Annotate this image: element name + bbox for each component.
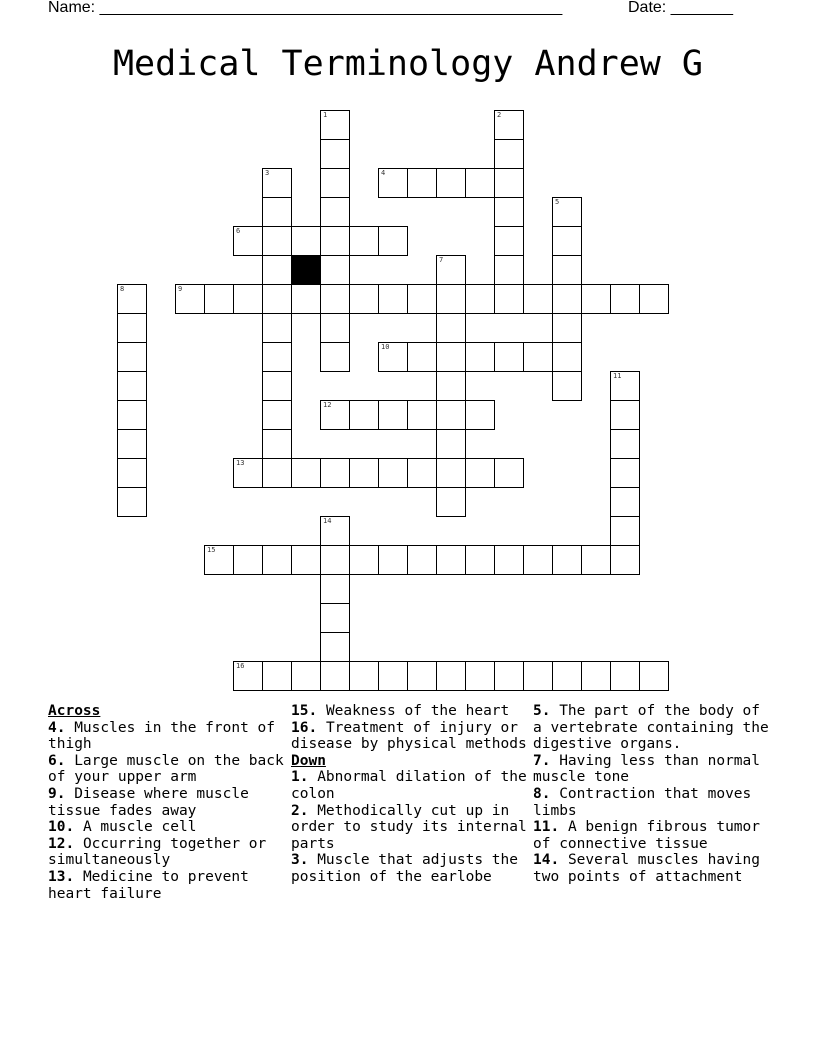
grid-cell[interactable] bbox=[262, 342, 292, 372]
cell-number: 2 bbox=[497, 111, 502, 119]
grid-cell[interactable] bbox=[436, 429, 466, 459]
cell-number: 1 bbox=[323, 111, 328, 119]
grid-cell[interactable] bbox=[639, 284, 669, 314]
grid-cell[interactable] bbox=[175, 284, 205, 314]
clue-text: Medicine to prevent heart failure bbox=[48, 868, 249, 902]
grid-cell[interactable] bbox=[494, 458, 524, 488]
grid-cell[interactable] bbox=[378, 168, 408, 198]
cell-number: 11 bbox=[613, 372, 622, 380]
grid-cell[interactable] bbox=[552, 313, 582, 343]
grid-cell[interactable] bbox=[378, 661, 408, 691]
grid-cell[interactable] bbox=[610, 371, 640, 401]
clue-across-6 bbox=[48, 753, 284, 786]
grid-cell[interactable] bbox=[610, 545, 640, 575]
grid-cell[interactable] bbox=[494, 661, 524, 691]
clue-number: 13. bbox=[48, 868, 75, 885]
clue-text: Occurring together or simultaneously bbox=[48, 835, 267, 869]
grid-cell[interactable] bbox=[436, 371, 466, 401]
grid-cell[interactable] bbox=[320, 197, 350, 227]
clues-column-1 bbox=[48, 703, 284, 902]
cell-number: 13 bbox=[236, 459, 245, 467]
grid-cell[interactable] bbox=[407, 284, 437, 314]
clue-down-2 bbox=[291, 803, 527, 853]
clue-number: 12. bbox=[48, 835, 75, 852]
clue-text: The part of the body of a vertebrate containing the digestive organs. bbox=[533, 703, 769, 753]
grid-cell[interactable] bbox=[233, 545, 263, 575]
name-field-label: Name: ____________________________________________________ bbox=[48, 0, 563, 16]
grid-cell[interactable] bbox=[117, 313, 147, 343]
grid-cell[interactable] bbox=[639, 661, 669, 691]
grid-cell[interactable] bbox=[262, 168, 292, 198]
clue-down-3 bbox=[291, 852, 527, 885]
cell-number: 7 bbox=[439, 256, 444, 264]
grid-cell[interactable] bbox=[465, 458, 495, 488]
grid-cell[interactable] bbox=[465, 545, 495, 575]
grid-cell[interactable] bbox=[407, 400, 437, 430]
across-heading: Across bbox=[48, 703, 101, 719]
grid-cell[interactable] bbox=[117, 458, 147, 488]
grid-cell[interactable] bbox=[320, 661, 350, 691]
grid-cell[interactable] bbox=[291, 458, 321, 488]
grid-cell[interactable] bbox=[320, 110, 350, 140]
clue-text: Having less than normal muscle tone bbox=[533, 752, 760, 786]
grid-cell[interactable] bbox=[378, 284, 408, 314]
grid-cell[interactable] bbox=[552, 255, 582, 285]
grid-cell[interactable] bbox=[262, 400, 292, 430]
clue-text: Large muscle on the back of your upper arm bbox=[48, 752, 284, 786]
clue-number: 2. bbox=[291, 802, 309, 819]
grid-cell[interactable] bbox=[349, 661, 379, 691]
grid-cell[interactable] bbox=[378, 545, 408, 575]
grid-cell[interactable] bbox=[378, 226, 408, 256]
grid-cell[interactable] bbox=[494, 110, 524, 140]
clue-across-12 bbox=[48, 836, 284, 869]
grid-cell[interactable] bbox=[407, 168, 437, 198]
grid-cell[interactable] bbox=[552, 226, 582, 256]
grid-cell[interactable] bbox=[291, 284, 321, 314]
grid-cell[interactable] bbox=[320, 313, 350, 343]
clue-text: Contraction that moves limbs bbox=[533, 785, 752, 819]
grid-cell[interactable] bbox=[407, 458, 437, 488]
grid-cell[interactable] bbox=[494, 342, 524, 372]
grid-cell[interactable] bbox=[552, 342, 582, 372]
grid-cell[interactable] bbox=[610, 661, 640, 691]
grid-cell[interactable] bbox=[378, 400, 408, 430]
grid-cell[interactable] bbox=[494, 139, 524, 169]
grid-cell[interactable] bbox=[581, 661, 611, 691]
grid-cell[interactable] bbox=[262, 545, 292, 575]
grid-cell[interactable] bbox=[233, 661, 263, 691]
grid-cell[interactable] bbox=[494, 284, 524, 314]
clue-number: 9. bbox=[48, 785, 66, 802]
grid-cell[interactable] bbox=[494, 255, 524, 285]
grid-cell[interactable] bbox=[349, 545, 379, 575]
clue-across-13 bbox=[48, 869, 284, 902]
clue-down-11 bbox=[533, 819, 769, 852]
grid-cell[interactable] bbox=[320, 574, 350, 604]
clue-number: 7. bbox=[533, 752, 551, 769]
grid-cell[interactable] bbox=[349, 400, 379, 430]
down-heading: Down bbox=[291, 752, 326, 769]
cell-number: 16 bbox=[236, 662, 245, 670]
grid-cell[interactable] bbox=[610, 458, 640, 488]
grid-cell[interactable] bbox=[233, 284, 263, 314]
grid-cell[interactable] bbox=[117, 487, 147, 517]
grid-cell[interactable] bbox=[610, 487, 640, 517]
grid-cell[interactable] bbox=[552, 545, 582, 575]
clue-across-9 bbox=[48, 786, 284, 819]
clue-number: 1. bbox=[291, 769, 309, 786]
grid-cell[interactable] bbox=[291, 226, 321, 256]
grid-cell[interactable] bbox=[262, 197, 292, 227]
grid-cell[interactable] bbox=[320, 168, 350, 198]
clue-number: 8. bbox=[533, 785, 551, 802]
grid-cell[interactable] bbox=[262, 313, 292, 343]
grid-cell[interactable] bbox=[552, 661, 582, 691]
grid-cell[interactable] bbox=[320, 226, 350, 256]
grid-cell[interactable] bbox=[262, 226, 292, 256]
grid-cell[interactable] bbox=[262, 255, 292, 285]
grid-cell[interactable] bbox=[320, 545, 350, 575]
grid-cell[interactable] bbox=[320, 603, 350, 633]
grid-cell[interactable] bbox=[407, 342, 437, 372]
grid-cell[interactable] bbox=[465, 661, 495, 691]
grid-cell-blocked bbox=[291, 255, 321, 285]
grid-cell[interactable] bbox=[349, 458, 379, 488]
grid-cell[interactable] bbox=[320, 284, 350, 314]
grid-cell[interactable] bbox=[523, 545, 553, 575]
clue-down-14 bbox=[533, 852, 769, 885]
clue-text: Muscles in the front of thigh bbox=[48, 719, 275, 753]
cell-number: 12 bbox=[323, 401, 332, 409]
grid-cell[interactable] bbox=[320, 632, 350, 662]
clue-number: 11. bbox=[533, 819, 560, 836]
grid-cell[interactable] bbox=[436, 284, 466, 314]
grid-cell[interactable] bbox=[552, 284, 582, 314]
grid-cell[interactable] bbox=[320, 342, 350, 372]
grid-cell[interactable] bbox=[117, 371, 147, 401]
cell-number: 9 bbox=[178, 285, 183, 293]
cell-number: 3 bbox=[265, 169, 270, 177]
clue-down-8 bbox=[533, 786, 769, 819]
cell-number: 5 bbox=[555, 198, 560, 206]
grid-cell[interactable] bbox=[262, 458, 292, 488]
grid-cell[interactable] bbox=[291, 545, 321, 575]
grid-cell[interactable] bbox=[494, 226, 524, 256]
grid-cell[interactable] bbox=[320, 458, 350, 488]
clue-down-7 bbox=[533, 753, 769, 786]
clue-number: 15. bbox=[291, 703, 318, 719]
grid-cell[interactable] bbox=[610, 284, 640, 314]
clue-number: 6. bbox=[48, 752, 66, 769]
grid-cell[interactable] bbox=[320, 255, 350, 285]
grid-cell[interactable] bbox=[436, 545, 466, 575]
clue-number: 3. bbox=[291, 852, 309, 869]
clue-text: Disease where muscle tissue fades away bbox=[48, 785, 249, 819]
cell-number: 6 bbox=[236, 227, 241, 235]
grid-cell[interactable] bbox=[204, 545, 234, 575]
grid-cell[interactable] bbox=[291, 661, 321, 691]
grid-cell[interactable] bbox=[262, 661, 292, 691]
grid-cell[interactable] bbox=[523, 342, 553, 372]
clue-down-1 bbox=[291, 769, 527, 802]
grid-cell[interactable] bbox=[407, 661, 437, 691]
grid-cell[interactable] bbox=[436, 313, 466, 343]
cell-number: 15 bbox=[207, 546, 216, 554]
grid-cell[interactable] bbox=[349, 226, 379, 256]
grid-cell[interactable] bbox=[378, 458, 408, 488]
grid-cell[interactable] bbox=[465, 284, 495, 314]
page-title: Medical Terminology Andrew G bbox=[112, 44, 703, 84]
clue-text: Abnormal dilation of the colon bbox=[291, 769, 527, 802]
grid-cell[interactable] bbox=[262, 371, 292, 401]
clue-down-5 bbox=[533, 703, 769, 753]
grid-cell[interactable] bbox=[465, 400, 495, 430]
grid-cell[interactable] bbox=[581, 284, 611, 314]
clue-text: Methodically cut up in order to study its internal parts bbox=[291, 802, 527, 852]
grid-cell[interactable] bbox=[117, 284, 147, 314]
grid-cell[interactable] bbox=[349, 284, 379, 314]
grid-cell[interactable] bbox=[552, 197, 582, 227]
grid-cell[interactable] bbox=[378, 342, 408, 372]
grid-cell[interactable] bbox=[436, 400, 466, 430]
grid-cell[interactable] bbox=[204, 284, 234, 314]
clue-across-4 bbox=[48, 720, 284, 753]
grid-cell[interactable] bbox=[465, 168, 495, 198]
clue-text: Muscle that adjusts the position of the earlobe bbox=[291, 852, 518, 885]
grid-cell[interactable] bbox=[610, 429, 640, 459]
grid-cell[interactable] bbox=[436, 342, 466, 372]
grid-cell[interactable] bbox=[610, 516, 640, 546]
grid-cell[interactable] bbox=[117, 342, 147, 372]
grid-cell[interactable] bbox=[320, 400, 350, 430]
clues-column-2 bbox=[291, 703, 527, 886]
grid-cell[interactable] bbox=[494, 168, 524, 198]
clue-number: 14. bbox=[533, 852, 560, 869]
clue-text: A benign fibrous tumor of connective tissue bbox=[533, 819, 760, 852]
cell-number: 14 bbox=[323, 517, 332, 525]
cell-number: 8 bbox=[120, 285, 125, 293]
grid-cell[interactable] bbox=[523, 661, 553, 691]
grid-cell[interactable] bbox=[320, 139, 350, 169]
clue-number: 5. bbox=[533, 703, 551, 719]
grid-cell[interactable] bbox=[581, 545, 611, 575]
clue-across-16 bbox=[291, 720, 527, 753]
grid-cell[interactable] bbox=[465, 342, 495, 372]
grid-cell[interactable] bbox=[262, 429, 292, 459]
clue-across-15 bbox=[291, 703, 527, 720]
grid-cell[interactable] bbox=[610, 400, 640, 430]
grid-cell[interactable] bbox=[407, 545, 437, 575]
clue-across-10 bbox=[48, 819, 284, 836]
grid-cell[interactable] bbox=[494, 545, 524, 575]
clue-text: Treatment of injury or disease by physical methods bbox=[291, 719, 527, 753]
clue-number: 16. bbox=[291, 719, 318, 736]
grid-cell[interactable] bbox=[523, 284, 553, 314]
grid-cell[interactable] bbox=[233, 226, 263, 256]
grid-cell[interactable] bbox=[233, 458, 263, 488]
grid-cell[interactable] bbox=[436, 458, 466, 488]
grid-cell[interactable] bbox=[436, 661, 466, 691]
clue-text: Weakness of the heart bbox=[325, 703, 510, 719]
grid-cell[interactable] bbox=[436, 487, 466, 517]
grid-cell[interactable] bbox=[117, 429, 147, 459]
clue-number: 10. bbox=[48, 819, 75, 836]
clues-column-3 bbox=[533, 703, 769, 886]
grid-cell[interactable] bbox=[552, 371, 582, 401]
date-field-label: Date: _______ bbox=[628, 0, 733, 16]
cell-number: 10 bbox=[381, 343, 390, 351]
clue-number: 4. bbox=[48, 719, 66, 736]
cell-number: 4 bbox=[381, 169, 386, 177]
grid-cell[interactable] bbox=[436, 168, 466, 198]
grid-cell[interactable] bbox=[320, 516, 350, 546]
grid-cell[interactable] bbox=[494, 197, 524, 227]
grid-cell[interactable] bbox=[436, 255, 466, 285]
clue-text: A muscle cell bbox=[82, 819, 197, 836]
grid-cell[interactable] bbox=[262, 284, 292, 314]
grid-cell[interactable] bbox=[117, 400, 147, 430]
clue-text: Several muscles having two points of attachment bbox=[533, 852, 760, 885]
